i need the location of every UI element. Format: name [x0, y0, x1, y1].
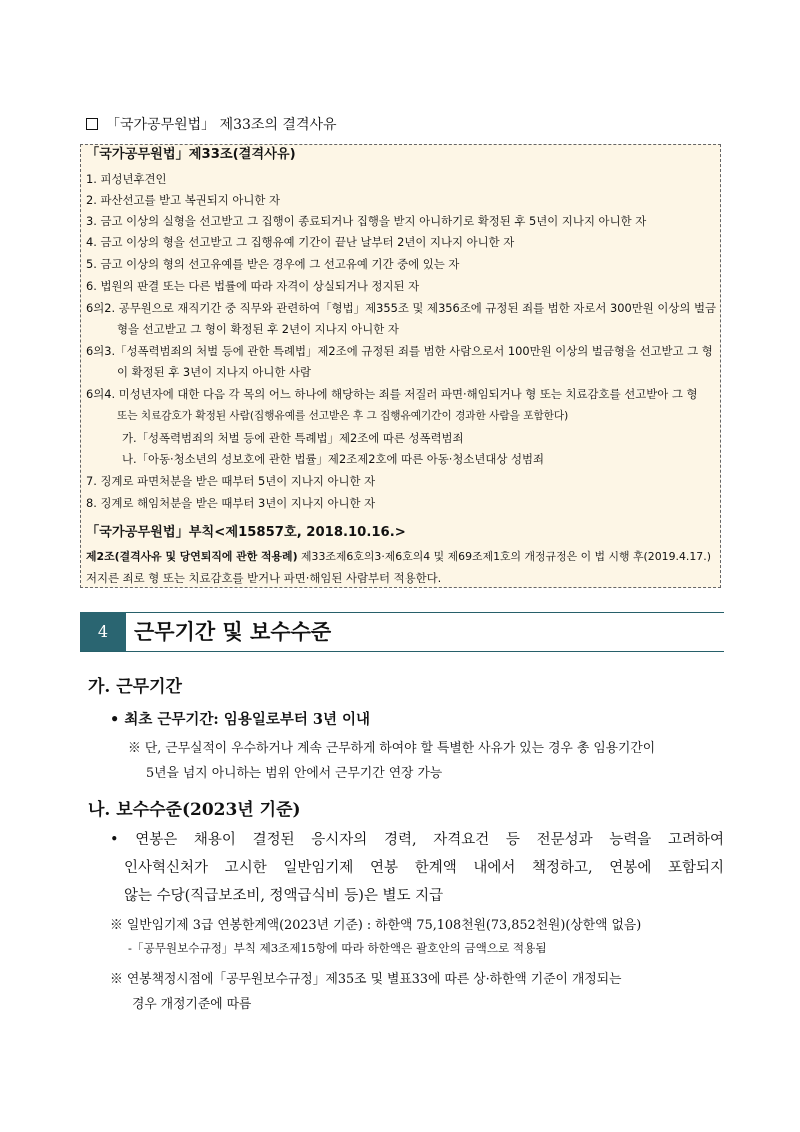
section-number: 4: [80, 612, 126, 651]
law-item: 4. 금고 이상의 형을 선고받고 그 집행유예 기간이 끝난 날부터 2년이 지나지 아니한 자: [86, 235, 515, 249]
work-period-note: ※ 단, 근무실적이 우수하거나 계속 근무하게 하여야 할 특별한 사유가 있는 경우 총 임용기간이: [128, 741, 656, 756]
pay-note-1-sub: -「공무원보수규정」부칙 제3조제15항에 따라 하한액은 괄호안의 금액으로 적용됨: [128, 941, 547, 955]
addendum-line-1: [86, 549, 718, 565]
work-period-bullet: • 최초 근무기간: 임용일로부터 3년 이내: [110, 711, 371, 728]
work-period-heading: 가. 근무기간: [88, 677, 182, 697]
law-item: 2. 파산선고를 받고 복권되지 아니한 자: [86, 193, 281, 207]
law-item-continuation: 형을 선고받고 그 형이 확정된 후 2년이 지나지 아니한 자: [117, 322, 399, 336]
pay-note-2-continuation: 경우 개정기준에 따름: [132, 997, 252, 1012]
section-bottom-rule: [80, 651, 724, 652]
work-period-note-continuation: 5년을 넘지 아니하는 범위 안에서 근무기간 연장 가능: [146, 766, 443, 781]
addendum-article: 제2조(결격사유 및 당연퇴직에 관한 적용례): [86, 550, 298, 563]
law-item: 6. 법원의 판결 또는 다른 법률에 따라 자격이 상실되거나 정지된 자: [86, 279, 420, 293]
pay-heading: 나. 보수수준(2023년 기준): [88, 800, 301, 820]
pay-note-2: ※ 연봉책정시점에「공무원보수규정」제35조 및 별표33에 따른 상·하한액 기준이 개정되는: [110, 972, 622, 987]
pay-note-1: ※ 일반임기제 3급 연봉한계액(2023년 기준) : 하한액 75,108천원(73,852천원)(상한액 없음): [110, 918, 642, 933]
law-item: 6의4. 미성년자에 대한 다음 각 목의 어느 하나에 해당하는 죄를 저질러 파면·해임되거나 형 또는 치료감호를 선고받아 그 형: [86, 387, 698, 401]
addendum-text: 제33조제6호의3·제6호의4 및 제69조제1호의 개정규정은 이 법 시행 후(2019.4.17.): [297, 550, 711, 563]
checkbox-square-icon: [86, 118, 98, 130]
section-title: 근무기간 및 보수수준: [134, 619, 332, 644]
law-box-title: 「국가공무원법」제33조(결격사유): [86, 147, 296, 162]
law-item: 7. 징계로 파면처분을 받은 때부터 5년이 지나지 아니한 자: [86, 474, 376, 488]
pay-bullet-continuation: 인사혁신처가 고시한 일반임기제 연봉 한계액 내에서 책정하고, 연봉에 포함되지: [124, 860, 724, 876]
section-top-rule: [80, 612, 724, 613]
law-subitem: 나.「아동·청소년의 성보호에 관한 법률」제2조제2호에 따른 아동·청소년대상 성범죄: [122, 452, 544, 466]
law-item-continuation: 이 확정된 후 3년이 지나지 아니한 사람: [117, 365, 312, 379]
intro-heading: [86, 114, 337, 134]
addendum-title: 「국가공무원법」부칙<제15857호, 2018.10.16.>: [86, 525, 406, 540]
law-item: 8. 징계로 해임처분을 받은 때부터 3년이 지나지 아니한 자: [86, 496, 376, 510]
pay-bullet: • 연봉은 채용이 결정된 응시자의 경력, 자격요건 등 전문성과 능력을 고려하여: [110, 832, 724, 848]
law-item: 5. 금고 이상의 형의 선고유예를 받은 경우에 그 선고유예 기간 중에 있는 자: [86, 257, 460, 271]
intro-text: 「국가공무원법」 제33조의 결격사유: [106, 117, 337, 133]
addendum-line-2: 저지른 죄로 형 또는 치료감호를 받거나 파면·해임된 사람부터 적용한다.: [86, 571, 442, 585]
law-item: 3. 금고 이상의 실형을 선고받고 그 집행이 종료되거나 집행을 받지 아니하기로 확정된 후 5년이 지나지 아니한 자: [86, 214, 647, 228]
law-item: 6의3.「성폭력범죄의 처벌 등에 관한 특례법」제2조에 규정된 죄를 범한 사람으로서 100만원 이상의 벌금형을 선고받고 그 형: [86, 344, 713, 358]
pay-bullet-continuation: 않는 수당(직급보조비, 정액급식비 등)은 별도 지급: [124, 888, 444, 904]
law-item: 1. 피성년후견인: [86, 172, 167, 186]
law-item-continuation: 또는 치료감호가 확정된 사람(집행유예를 선고받은 후 그 집행유예기간이 경과한 사람을 포함한다): [117, 410, 569, 422]
law-subitem: 가.「성폭력범죄의 처벌 등에 관한 특례법」제2조에 따른 성폭력범죄: [122, 431, 464, 445]
law-item: 6의2. 공무원으로 재직기간 중 직무와 관련하여「형법」제355조 및 제356조에 규정된 죄를 범한 자로서 300만원 이상의 벌금: [86, 301, 716, 315]
